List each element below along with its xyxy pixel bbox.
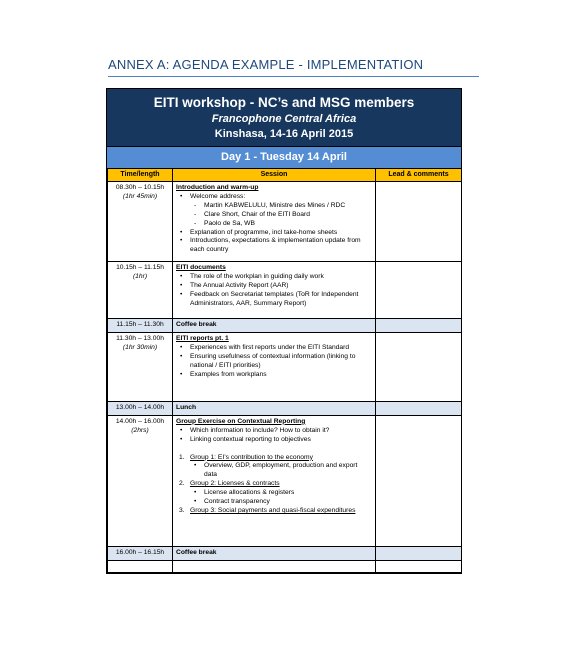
list-item: - Paolo de Sa, WB [176,220,372,229]
list-item: • Which information to include? How to obtain it? [176,427,372,436]
list-item: • Examples from workplans [176,371,372,380]
lead-cell [376,415,462,546]
table-row [108,415,462,546]
workshop-place-date: Kinshasa, 14-16 April 2015 [214,128,354,140]
annex-title: ANNEX A: AGENDA EXAMPLE - IMPLEMENTATION [108,57,424,72]
break-label: Coffee break [173,546,376,560]
table-row [108,401,462,415]
break-label: Lunch [173,401,376,415]
list-item: • The role of the workplan in guiding daily work [176,273,372,282]
time-length: (2hrs) [131,426,149,434]
session-title: EITI documents [176,264,226,271]
time-cell [108,182,173,262]
break-label: Coffee break [173,319,376,333]
session-cell [173,560,376,572]
workshop-region: Francophone Central Africa [211,113,357,125]
list-item: • Overview, GDP, employment, production and export data [176,462,372,480]
group-item: 2. Group 2: Licenses & contracts [179,480,280,488]
time-range: 16.00h – 16.15h [108,546,173,560]
day-banner: Day 1 - Tuesday 14 April [107,146,461,168]
table-header-row [108,169,462,182]
list-item: - Clare Short, Chair of the EITI Board [176,211,372,220]
time-cell [108,262,173,319]
table-row [108,560,462,572]
lead-cell [376,319,462,333]
time-range: 08.30h – 10.15h [115,184,165,191]
time-length: (1hr) [132,272,148,280]
list-item: • Contract transparency [176,498,372,507]
time-length: (1hr 30min) [122,343,158,351]
table-row [108,319,462,333]
group-item: 3. Group 3: Social payments and quasi-fiscal expenditures [179,506,356,514]
time-range: 11.30h – 13.00h [116,334,164,342]
agenda-table [107,168,462,573]
annex-divider [108,76,479,77]
list-item: • Ensuring usefulness of contextual information (linking to national / EITI priorities) [176,353,372,371]
table-row [108,332,462,401]
session-cell [173,415,376,546]
table-row [108,546,462,560]
list-item: • Explanation of programme, incl take-home sheets [176,229,372,238]
time-range: 11.15h – 11.30h [108,319,173,333]
list-item: • The Annual Activity Report (AAR) [176,282,372,291]
table-row [108,182,462,262]
lead-cell [376,401,462,415]
list-item: • Feedback on Secretariat templates (ToR for Independent Administrators, AAR, Summary Report) [176,291,372,309]
list-item: • Welcome address: [176,193,372,202]
list-item: • Linking contextual reporting to objectives [176,436,372,445]
session-title: Group Exercise on Contextual Reporting [176,417,306,425]
time-cell [108,415,173,546]
workshop-header [107,89,461,146]
agenda-document [106,88,462,574]
session-title: EITI reports pt. 1 [176,334,229,342]
time-range: 10.15h – 11.15h [116,264,164,271]
col-header-session: Session [173,169,376,182]
time-range: 14.00h – 16.00h [115,417,165,425]
session-cell [173,332,376,401]
col-header-time: Time/length [108,169,173,182]
session-cell [173,262,376,319]
lead-cell [376,546,462,560]
table-row [108,262,462,319]
session-cell [173,182,376,262]
time-cell [108,332,173,401]
col-header-lead: Lead & comments [376,169,462,182]
time-cell [108,560,173,572]
lead-cell [376,332,462,401]
list-item: • Experiences with first reports under the EITI Standard [176,344,372,353]
workshop-title: EITI workshop - NC’s and MSG members [153,95,415,110]
group-item: 1. Group 1: EI’s contribution to the economy [179,453,313,461]
lead-cell [376,262,462,319]
list-item: - Martin KABWELULU, Ministre des Mines / RDC [176,202,372,211]
list-item: • Introductions, expectations & implementation update from each country [176,237,372,255]
session-title: Introduction and warm-up [176,184,259,191]
lead-cell [376,560,462,572]
time-range: 13.00h – 14.00h [108,401,173,415]
time-length: (1hr 45min) [122,192,158,200]
lead-cell [376,182,462,262]
list-item: • License allocations & registers [176,489,372,498]
